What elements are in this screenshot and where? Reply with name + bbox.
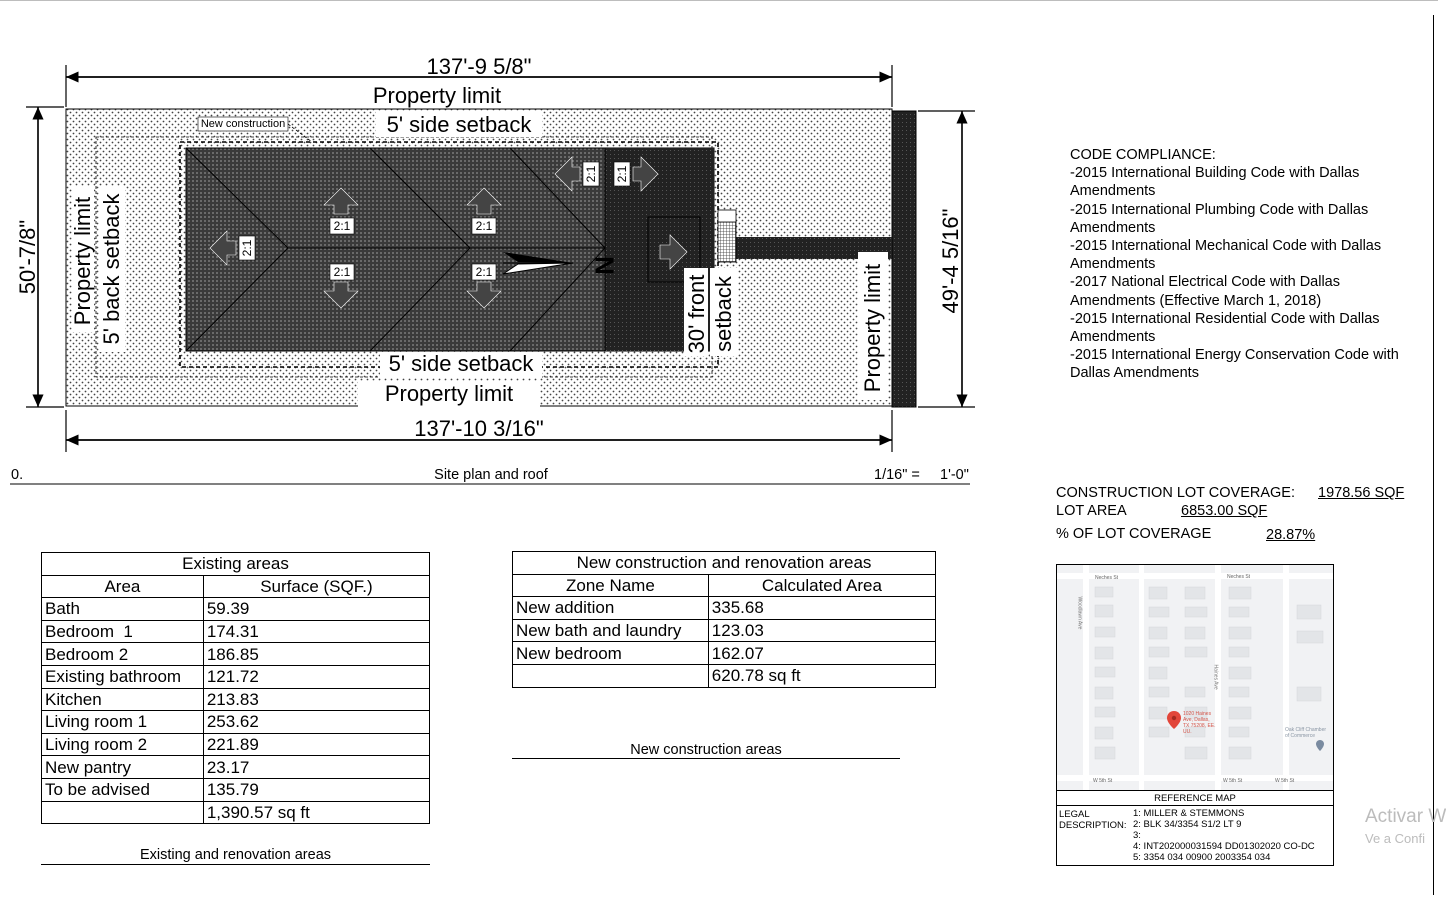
property-limit-top: Property limit <box>372 83 502 108</box>
table-cell: 213.83 <box>203 688 429 711</box>
table-cell: To be advised <box>42 778 204 801</box>
table-cell: New bedroom <box>513 642 709 665</box>
table-cell: 23.17 <box>203 756 429 779</box>
table-row <box>42 643 430 666</box>
table-row <box>42 756 430 779</box>
table-cell: New addition <box>513 597 709 620</box>
code-compliance <box>1070 146 1425 383</box>
slope-tag: 2:1 <box>475 265 493 279</box>
legal-line: 1: MILLER & STEMMONS <box>1133 808 1245 819</box>
column-header: Calculated Area <box>708 574 935 597</box>
reference-map <box>1057 565 1333 790</box>
table-cell <box>513 664 709 687</box>
new-construction-tag: New construction <box>200 118 286 130</box>
table-cell: 135.79 <box>203 778 429 801</box>
table-row <box>42 801 430 824</box>
table-row <box>42 620 430 643</box>
table-row <box>42 553 430 576</box>
activation-watermark: Activar W <box>1365 806 1446 827</box>
table-cell: 186.85 <box>203 643 429 666</box>
map-graphic <box>1057 565 1333 790</box>
table-cell: Bath <box>42 598 204 621</box>
table-cell: New bath and laundry <box>513 619 709 642</box>
code-item: -2015 International Mechanical Code with Dallas Amendments <box>1070 238 1382 273</box>
table-total: 1,390.57 sq ft <box>203 801 429 824</box>
existing-areas-table <box>41 552 430 824</box>
dim-bottom-label: 137'-10 3/16" <box>414 416 544 441</box>
table-row <box>42 665 430 688</box>
map-divider <box>1057 790 1333 791</box>
table-total: 620.78 sq ft <box>708 664 935 687</box>
table-cell: 162.07 <box>708 642 935 665</box>
map-divider <box>1057 805 1333 806</box>
legal-label: DESCRIPTION: <box>1059 820 1127 831</box>
dim-right-label: 49'-4 5/16" <box>938 208 963 314</box>
table-cell: 174.31 <box>203 620 429 643</box>
slope-tag: 2:1 <box>240 239 254 257</box>
table-row <box>513 642 936 665</box>
table-cell: New pantry <box>42 756 204 779</box>
table-row <box>513 552 936 575</box>
legal-line: 2: BLK 34/3354 S1/2 LT 9 <box>1133 819 1242 830</box>
table-cell <box>42 801 204 824</box>
table-cell: Living room 1 <box>42 711 204 734</box>
reference-map-title: REFERENCE MAP <box>1154 793 1236 804</box>
map-pin-label: 1020 Haines Ave, Dallas, TX 75208, EE. UU. <box>1183 711 1216 735</box>
back-setback-label: 5' back setback <box>99 193 124 345</box>
column-header: Zone Name <box>513 574 709 597</box>
construction-coverage-label: CONSTRUCTION LOT COVERAGE: <box>1056 485 1296 501</box>
table-row <box>42 733 430 756</box>
table-cell: 123.03 <box>708 619 935 642</box>
table-row <box>42 575 430 598</box>
map-street-label: Neches St <box>1095 575 1119 581</box>
slope-tag: 2:1 <box>615 165 629 183</box>
map-street-label: W 5th St <box>1093 778 1113 784</box>
code-item: -2015 International Plumbing Code with Dallas Amendments <box>1070 201 1369 236</box>
table-row <box>42 688 430 711</box>
slope-tag: 2:1 <box>475 219 493 233</box>
table-cell: Kitchen <box>42 688 204 711</box>
scale-label: 1/16" = <box>874 467 920 483</box>
scale-value: 1'-0" <box>940 467 969 483</box>
table-cell: Living room 2 <box>42 733 204 756</box>
code-item: -2015 International Residential Code with Dallas Amendments <box>1070 310 1380 346</box>
table-cell: 253.62 <box>203 711 429 734</box>
code-item: -2015 International Building Code with Dallas Amendments <box>1070 165 1360 200</box>
lot-coverage-value: 28.87% <box>1266 527 1316 543</box>
legal-line: 5: 3354 034 00900 2003354 034 <box>1133 852 1271 863</box>
slope-tag: 2:1 <box>584 165 598 183</box>
construction-coverage-value: 1978.56 SQF <box>1318 485 1405 501</box>
new-areas-table <box>512 551 936 688</box>
legal-line: 3: <box>1133 830 1141 841</box>
table-row <box>513 574 936 597</box>
lot-coverage-label: % OF LOT COVERAGE <box>1056 526 1212 542</box>
legal-label: LEGAL <box>1059 809 1090 820</box>
caption-underline <box>41 864 430 865</box>
map-street-label: Neches St <box>1227 574 1251 580</box>
table-cell: 221.89 <box>203 733 429 756</box>
lot-area-value: 6853.00 SQF <box>1181 503 1268 519</box>
existing-areas-caption: Existing and renovation areas <box>139 847 332 863</box>
site-plan-title: Site plan and roof <box>434 467 548 483</box>
north-label: N <box>589 256 620 275</box>
legal-line: 4: INT202000031594 DD01302020 CO-DC <box>1133 841 1315 852</box>
code-item: -2017 National Electrical Code with Dallas Amendments (Effective March 1, 2018) <box>1070 274 1340 309</box>
dim-left-label: 50'-7/8" <box>15 219 40 295</box>
activation-watermark-sub: Ve a Confi <box>1365 831 1425 846</box>
table-row <box>42 598 430 621</box>
table-title: Existing areas <box>42 553 430 576</box>
property-limit-right: Property limit <box>860 263 885 393</box>
front-setback-line2: setback <box>711 276 736 352</box>
map-avenue-label: Woodlawn Ave <box>1076 596 1083 630</box>
slope-tag: 2:1 <box>333 219 351 233</box>
table-cell: Existing bathroom <box>42 665 204 688</box>
table-cell: 335.68 <box>708 597 935 620</box>
sheet-number: 0. <box>11 467 24 483</box>
table-row <box>513 597 936 620</box>
map-avenue-label: Haines Ave <box>1212 664 1219 690</box>
slope-tag: 2:1 <box>333 265 351 279</box>
side-setback-top: 5' side setback <box>386 112 532 137</box>
table-cell: 121.72 <box>203 665 429 688</box>
property-limit-left: Property limit <box>70 196 95 326</box>
table-row <box>513 664 936 687</box>
column-header: Area <box>42 575 204 598</box>
map-street-label: W 5th St <box>1223 778 1243 784</box>
code-item: -2015 International Energy Conservation Code with Dallas Amendments <box>1070 347 1399 382</box>
table-cell: Bedroom 2 <box>42 643 204 666</box>
map-street-label: W 5th St <box>1275 778 1295 784</box>
property-limit-bottom: Property limit <box>384 381 514 406</box>
table-row <box>42 711 430 734</box>
lot-area-label: LOT AREA <box>1056 503 1127 519</box>
column-header: Surface (SQF.) <box>203 575 429 598</box>
table-row <box>513 619 936 642</box>
reference-map-box <box>1056 564 1334 866</box>
right-border <box>1433 15 1434 895</box>
table-cell: 59.39 <box>203 598 429 621</box>
new-areas-caption: New construction areas <box>630 742 782 758</box>
map-poi-label: Oak Cliff Chamber of Commerce <box>1285 727 1327 739</box>
table-cell: Bedroom 1 <box>42 620 204 643</box>
table-row <box>42 778 430 801</box>
code-compliance-title: CODE COMPLIANCE: <box>1070 147 1216 163</box>
side-setback-bottom: 5' side setback <box>388 351 534 376</box>
dim-top-label: 137'-9 5/8" <box>426 54 532 79</box>
table-title: New construction and renovation areas <box>513 552 936 575</box>
front-setback-line1: 30' front <box>684 274 709 354</box>
caption-underline <box>512 758 900 759</box>
